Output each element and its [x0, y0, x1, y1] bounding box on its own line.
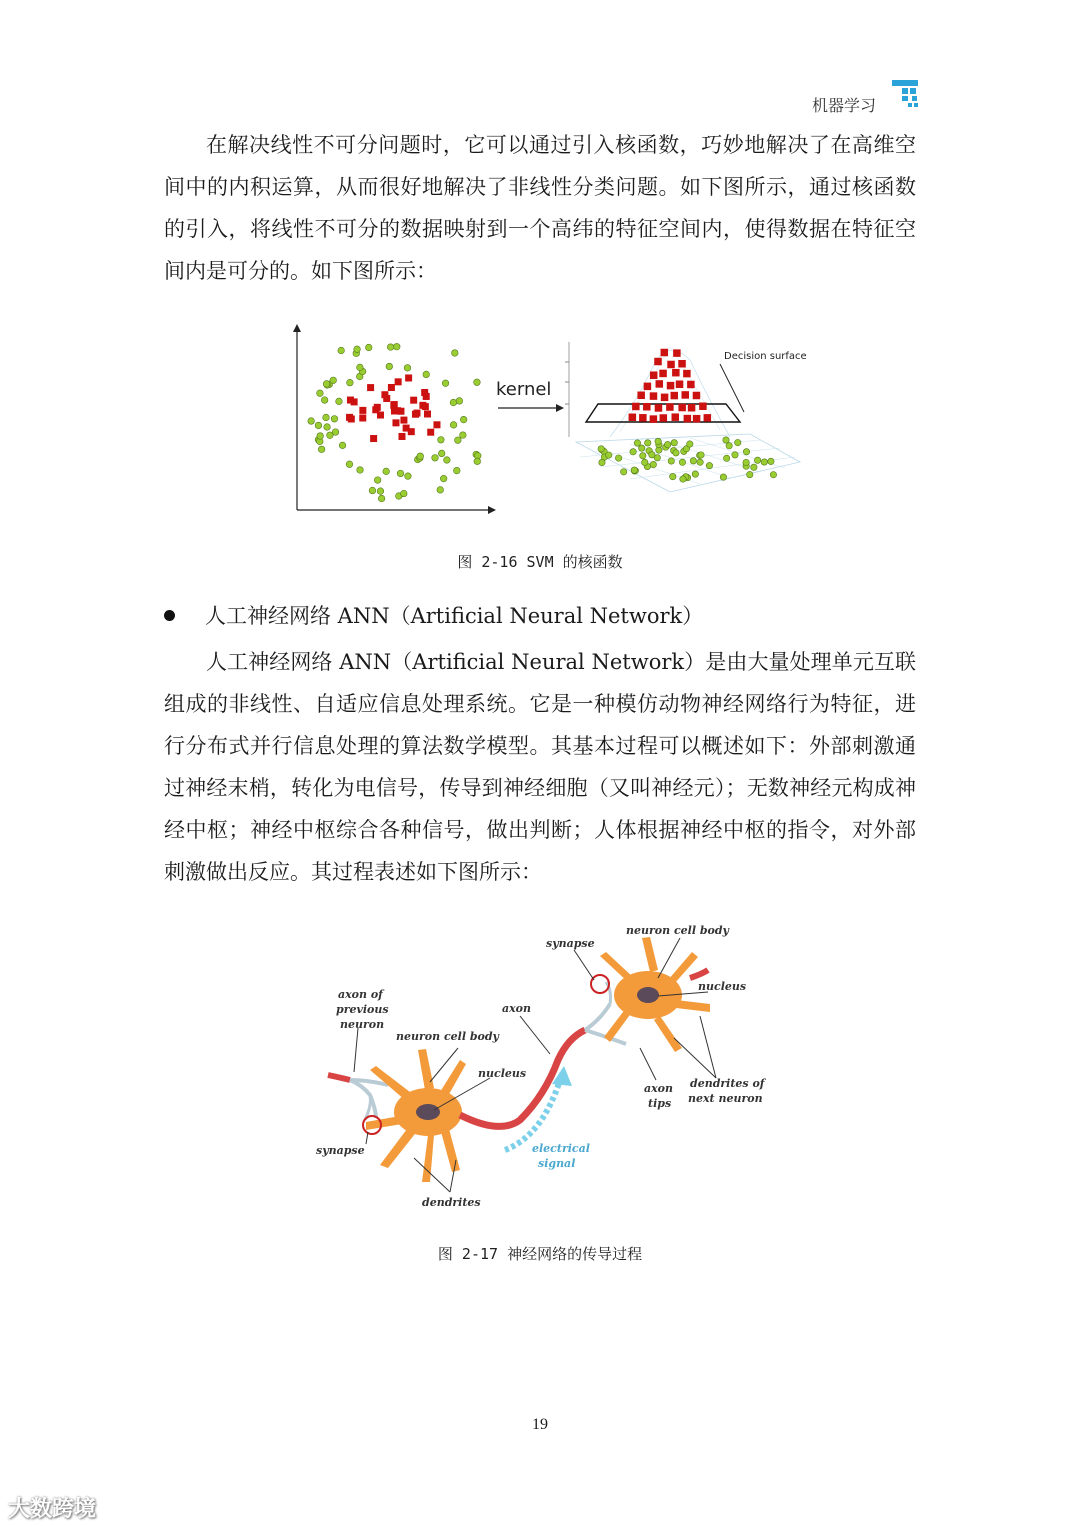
red-point: [661, 394, 669, 402]
label-previous: previous: [336, 1003, 389, 1016]
green-point: [450, 422, 457, 429]
green-point: [451, 350, 458, 357]
label-synapse-left: synapse: [316, 1144, 365, 1157]
green-point: [606, 452, 612, 458]
red-point: [398, 433, 405, 440]
red-point: [346, 414, 353, 421]
green-point: [444, 457, 451, 464]
red-point: [693, 415, 701, 423]
green-point: [417, 453, 424, 460]
label-cell-body-right: neuron cell body: [626, 924, 729, 937]
green-point: [423, 371, 430, 378]
label-axon-tips-2: tips: [648, 1097, 672, 1110]
red-point: [405, 374, 412, 381]
paragraph-kernel-intro: 在解决线性不可分问题时，它可以通过引入核函数，巧妙地解决了在高维空间中的内积运算，从而很好地解决了非线性分类问题。如下图所示，通过核函数的引入，将线性不可分的数据映射到一个高纬的特征空间内，使得数据在特征空间内是可分的。如下图所示：: [164, 133, 916, 283]
red-point: [699, 403, 707, 411]
label-neuron: neuron: [340, 1018, 385, 1031]
red-point: [433, 421, 440, 428]
green-point: [743, 459, 749, 465]
green-point: [332, 429, 339, 436]
red-point: [683, 370, 691, 378]
green-point: [315, 422, 322, 429]
figure-neuron-conduction: [310, 920, 780, 1220]
red-point: [370, 435, 377, 442]
red-point: [673, 349, 681, 357]
green-point: [339, 442, 346, 449]
red-point: [654, 358, 662, 366]
green-point: [357, 467, 364, 474]
green-point: [687, 441, 693, 447]
green-point: [317, 390, 324, 397]
green-point: [378, 495, 385, 502]
green-point: [453, 467, 460, 474]
green-point: [323, 414, 330, 421]
green-point: [720, 474, 726, 480]
red-point: [667, 382, 675, 390]
red-point: [687, 381, 695, 389]
figure-1-caption: 图 2-16 SVM 的核函数: [457, 553, 623, 571]
green-point: [671, 440, 677, 446]
green-point: [346, 461, 353, 468]
red-point: [688, 404, 696, 412]
red-point: [347, 397, 354, 404]
red-point: [650, 392, 658, 400]
green-point: [751, 464, 757, 470]
green-point: [318, 446, 325, 453]
green-point: [474, 458, 481, 465]
green-point: [723, 455, 729, 461]
green-point: [440, 475, 447, 482]
red-point: [391, 401, 398, 408]
red-point: [644, 383, 652, 391]
green-point: [615, 455, 621, 461]
green-point: [404, 365, 411, 372]
label-nucleus-left: nucleus: [478, 1067, 527, 1080]
red-point: [394, 407, 401, 414]
green-point: [386, 363, 393, 370]
red-point: [408, 428, 415, 435]
label-axon-tips-1: axon: [644, 1082, 674, 1095]
red-point: [704, 414, 712, 422]
green-point: [397, 470, 404, 477]
green-point: [387, 344, 394, 351]
red-point: [678, 404, 686, 412]
red-point: [359, 414, 366, 421]
red-point: [672, 369, 680, 377]
green-point: [642, 459, 648, 465]
green-point: [474, 379, 481, 386]
green-point: [336, 398, 343, 405]
red-point: [359, 407, 366, 414]
green-point: [405, 473, 412, 480]
label-synapse-right: synapse: [546, 937, 595, 950]
green-point: [743, 449, 749, 455]
green-point: [383, 468, 390, 475]
green-point: [374, 477, 381, 484]
red-point: [650, 415, 658, 423]
red-point: [383, 395, 390, 402]
red-point: [400, 417, 407, 424]
green-point: [640, 453, 646, 459]
red-point: [629, 414, 637, 422]
red-point: [410, 397, 417, 404]
green-point: [450, 399, 457, 406]
green-point: [754, 457, 760, 463]
label-next-neuron: next neuron: [688, 1092, 763, 1105]
watermark-text: 大数跨境: [8, 1497, 97, 1522]
red-point: [684, 415, 692, 423]
red-point: [672, 413, 680, 421]
red-point: [661, 349, 669, 357]
bullet-dot-icon: [164, 610, 175, 621]
green-point: [735, 439, 741, 445]
red-point: [666, 403, 674, 411]
green-point: [323, 381, 330, 388]
green-point: [598, 446, 604, 452]
green-point: [645, 440, 651, 446]
red-point: [659, 370, 667, 378]
green-point: [393, 343, 400, 350]
green-point: [432, 455, 439, 462]
running-header-title: 机器学习: [812, 96, 877, 115]
label-signal: signal: [538, 1157, 576, 1170]
red-point: [693, 392, 701, 400]
paragraph-ann-description: 人工神经网络 ANN（Artificial Neural Network）是由大量处理单元互联组成的非线性、自适应信息处理系统。它是一种模仿动物神经网络行为特征，进行分布式并行信息处理的算法数学模型。其基本过程可以概述如下：外部刺激通过神经末梢，转化为电信号，传导到神经细胞（又叫神经元）；无数神经元构成神经中枢；神经中枢综合各种信号，做出判断；人体根据神经中枢的指令，对外部刺激做出反应。其过程表述如下图所示：: [164, 650, 916, 884]
green-point: [331, 415, 338, 422]
green-point: [347, 379, 354, 386]
green-point: [599, 459, 605, 465]
label-cell-body-left: neuron cell body: [396, 1030, 499, 1043]
green-point: [456, 398, 463, 405]
red-point: [372, 406, 379, 413]
red-point: [637, 392, 645, 400]
red-point: [388, 384, 395, 391]
green-point: [692, 471, 698, 477]
figure-svm-kernel: [280, 322, 810, 522]
red-point: [632, 403, 640, 411]
green-point: [761, 459, 767, 465]
red-point: [419, 402, 426, 409]
green-point: [437, 487, 444, 494]
green-point: [455, 437, 462, 444]
green-point: [324, 424, 331, 431]
green-point: [460, 416, 467, 423]
kernel-label: kernel: [496, 379, 552, 400]
green-point: [679, 459, 685, 465]
green-point: [357, 364, 364, 371]
green-point: [665, 441, 671, 447]
red-point: [656, 380, 664, 388]
green-point: [650, 461, 656, 467]
label-axon-of: axon of: [338, 988, 383, 1001]
label-nucleus-right: nucleus: [698, 980, 747, 993]
green-point: [317, 433, 324, 440]
red-point: [395, 378, 402, 385]
green-point: [631, 467, 637, 473]
green-point: [438, 437, 445, 444]
decision-surface-label: Decision surface: [724, 351, 807, 362]
red-point: [427, 429, 434, 436]
red-point: [392, 419, 399, 426]
red-point: [413, 410, 420, 417]
green-point: [354, 346, 361, 353]
red-point: [671, 392, 679, 400]
publisher-logo-icon: [890, 78, 920, 108]
green-point: [377, 488, 384, 495]
green-point: [670, 473, 676, 479]
red-point: [639, 414, 647, 422]
label-dendrites: dendrites: [422, 1196, 481, 1209]
red-point: [681, 391, 689, 399]
green-point: [726, 443, 732, 449]
green-point: [620, 469, 626, 475]
label-dendrites-of: dendrites of: [690, 1077, 765, 1090]
page-number: 19: [532, 1416, 548, 1433]
green-point: [723, 437, 729, 443]
green-point: [308, 418, 315, 425]
green-point: [330, 377, 337, 384]
green-point: [630, 449, 636, 455]
green-point: [639, 445, 645, 451]
red-point: [655, 404, 663, 412]
green-point: [770, 472, 776, 478]
green-point: [690, 458, 696, 464]
green-point: [365, 344, 372, 351]
figure-2-caption: 图 2-17 神经网络的传导过程: [437, 1245, 643, 1263]
label-axon: axon: [502, 1002, 532, 1015]
green-point: [706, 462, 712, 468]
green-point: [401, 490, 408, 497]
green-point: [438, 450, 445, 457]
green-point: [460, 432, 467, 439]
bullet-ann-heading: [164, 598, 703, 634]
red-point: [676, 380, 684, 388]
red-point: [678, 360, 686, 368]
red-point: [421, 389, 428, 396]
green-point: [369, 487, 376, 494]
green-point: [655, 438, 661, 444]
green-point: [680, 476, 686, 482]
red-point: [643, 403, 651, 411]
green-point: [673, 450, 679, 456]
green-point: [442, 380, 449, 387]
green-point: [768, 458, 774, 464]
label-electrical: electrical: [532, 1142, 590, 1155]
red-point: [667, 361, 675, 369]
green-point: [698, 452, 704, 458]
green-point: [732, 452, 738, 458]
green-point: [747, 471, 753, 477]
green-point: [338, 347, 345, 354]
green-point: [668, 458, 674, 464]
red-point: [660, 414, 668, 422]
red-point: [367, 384, 374, 391]
green-point: [321, 397, 328, 404]
green-point: [697, 459, 703, 465]
green-point: [649, 452, 655, 458]
red-point: [650, 371, 658, 379]
bullet-ann-text: 人工神经网络 ANN（Artificial Neural Network）: [205, 604, 704, 628]
red-point: [424, 410, 431, 417]
